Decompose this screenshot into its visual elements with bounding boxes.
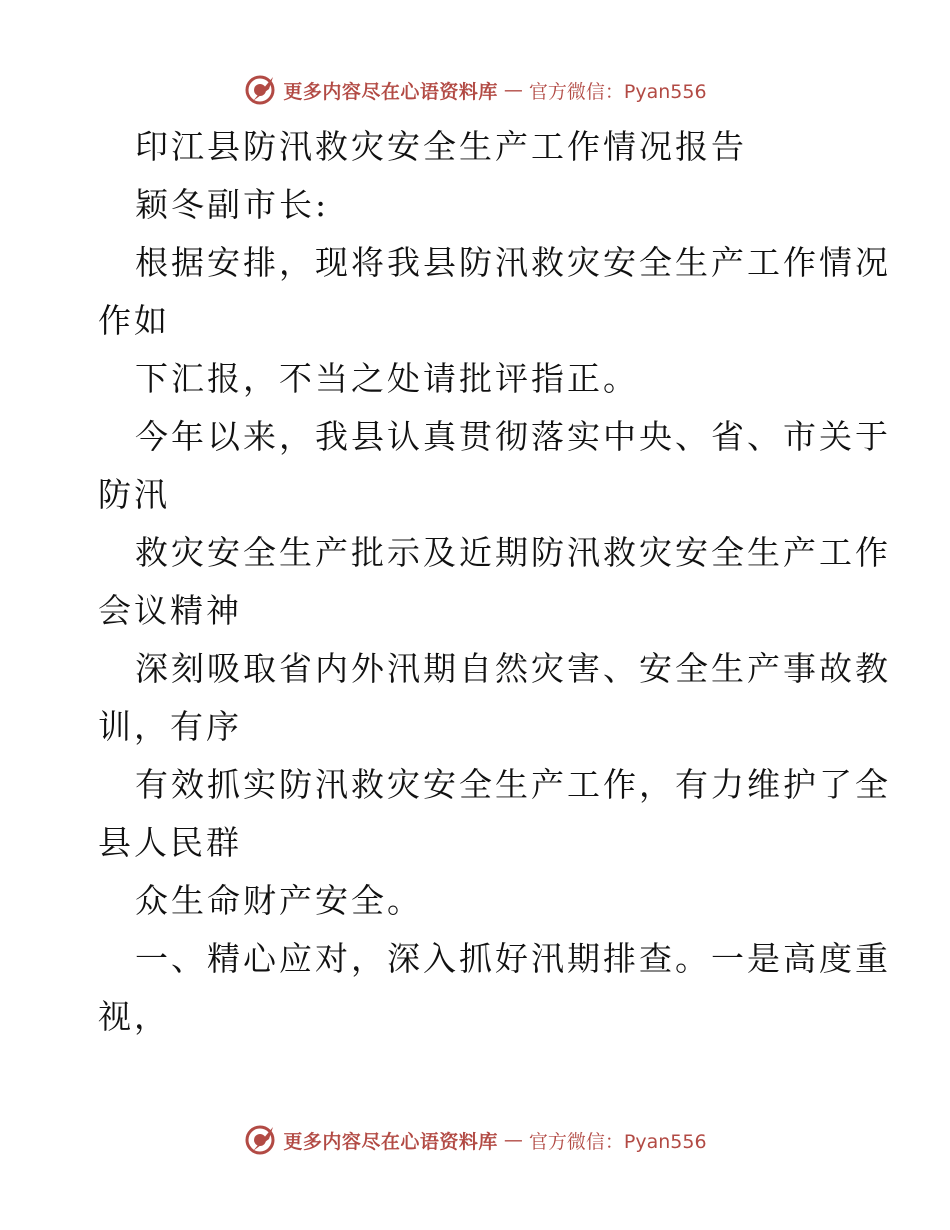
banner-dash: —: [503, 1129, 523, 1151]
banner-title: 更多内容尽在心语资料库: [283, 1130, 498, 1153]
banner-wechat: 官方微信：Pyan556: [528, 80, 707, 103]
paragraph-line: 一、精心应对，深入抓好汛期排查。一是高度重: [135, 939, 891, 978]
paragraph-line: 根据安排，现将我县防汛救灾安全生产工作情况: [135, 243, 891, 282]
banner-dash: —: [503, 79, 523, 101]
header-banner: [0, 70, 950, 110]
salutation: 颖冬副市长:: [135, 185, 330, 224]
paragraph-line: 救灾安全生产批示及近期防汛救灾安全生产工作: [135, 533, 891, 572]
footer-banner: [0, 1120, 950, 1160]
paragraph-line: 众生命财产安全。: [135, 881, 423, 920]
paragraph-line: 今年以来，我县认真贯彻落实中央、省、市关于: [135, 417, 891, 456]
quill-circle-logo-icon: [243, 73, 277, 107]
quill-circle-logo-icon: [243, 1123, 277, 1157]
paragraph-line: 深刻吸取省内外汛期自然灾害、安全生产事故教: [135, 649, 891, 688]
document-body: [98, 118, 891, 1046]
paragraph-line: 会议精神: [98, 591, 242, 630]
banner-title: 更多内容尽在心语资料库: [283, 80, 498, 103]
paragraph-line: 防汛: [98, 475, 170, 514]
paragraph-line: 下汇报，不当之处请批评指正。: [135, 359, 639, 398]
paragraph-line: 作如: [98, 301, 170, 340]
paragraph-line: 视，: [98, 997, 170, 1036]
paragraph-line: 有效抓实防汛救灾安全生产工作，有力维护了全: [135, 765, 891, 804]
paragraph-line: 县人民群: [98, 823, 242, 862]
banner-wechat: 官方微信：Pyan556: [528, 1130, 707, 1153]
document-title: 印江县防汛救灾安全生产工作情况报告: [135, 127, 747, 166]
paragraph-line: 训，有序: [98, 707, 242, 746]
